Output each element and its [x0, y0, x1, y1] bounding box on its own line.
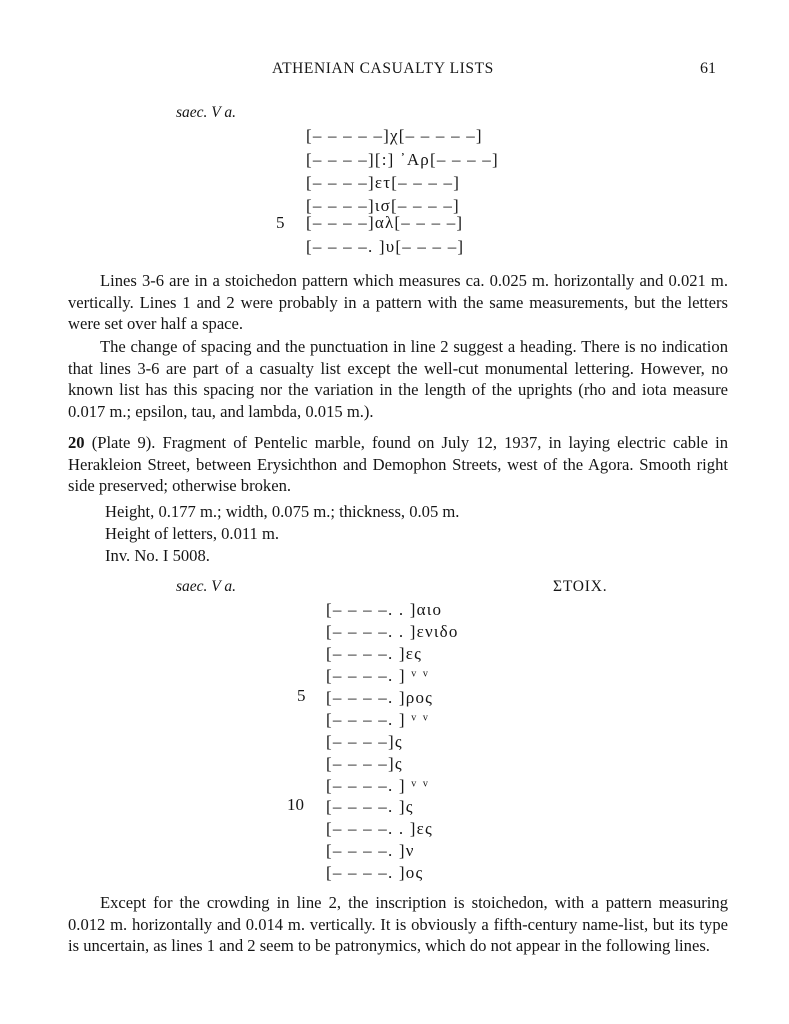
- page-number: 61: [700, 60, 716, 77]
- running-title: ATHENIAN CASUALTY LISTS: [272, 60, 494, 77]
- inscription-20-line-13: [– – – –. ]ος: [326, 863, 424, 882]
- stoichedon-label: ΣΤΟΙΧ.: [553, 578, 608, 595]
- entry-20-dimensions: Height, 0.177 m.; width, 0.075 m.; thickness, 0.05 m.: [105, 502, 460, 521]
- commentary-19-paragraph-1: Lines 3-6 are in a stoichedon pattern which measures ca. 0.025 m. horizontally and 0.021 m. vertically. Lines 1 and 2 were probably in a pattern with the same measurements, but the letters were set over half a space.: [68, 271, 728, 334]
- inscription-20-line-2: [– – – –. . ]ενιδο: [326, 622, 459, 641]
- inscription-19-line-1: [– – – – –]χ[– – – – –]: [306, 126, 483, 145]
- inscription-20-line-12: [– – – –. ]ν: [326, 841, 415, 860]
- entry-20-inventory: Inv. No. I 5008.: [105, 546, 210, 565]
- line-number-10: 10: [287, 795, 304, 814]
- line-number-5: 5: [276, 213, 285, 232]
- inscription-20-line-1: [– – – –. . ]αιο: [326, 600, 443, 619]
- inscription-20-line-5: [– – – –. ]ρος: [326, 688, 434, 707]
- inscription-20-line-6: [– – – –. ] ᵛ ᵛ: [326, 710, 430, 729]
- date-label-20: saec. V a.: [176, 578, 236, 595]
- line-number-5: 5: [297, 686, 306, 705]
- inscription-19-line-5: [– – – –]αλ[– – – –]: [306, 213, 464, 232]
- inscription-20-line-9: [– – – –. ] ᵛ ᵛ: [326, 776, 430, 795]
- inscription-20-line-3: [– – – –. ]ες: [326, 644, 423, 663]
- date-label-19: saec. V a.: [176, 104, 236, 121]
- entry-number: 20: [68, 433, 85, 452]
- inscription-20-line-4: [– – – –. ] ᵛ ᵛ: [326, 666, 430, 685]
- inscription-19-line-4: [– – – –]ισ[– – – –]: [306, 196, 460, 215]
- inscription-20-line-8: [– – – –]ς: [326, 754, 403, 773]
- inscription-20-line-7: [– – – –]ς: [326, 732, 403, 751]
- inscription-19-line-6: [– – – –. ]υ[– – – –]: [306, 237, 465, 256]
- commentary-20-paragraph-1: Except for the crowding in line 2, the inscription is stoichedon, with a pattern measuring 0.012 m. horizontally and 0.014 m. vertically. It is obviously a fifth-century name-list, but its type is uncertain, as lines 1 and 2 seem to be patronymics, which do not appear in the following lines.: [68, 893, 728, 956]
- entry-20-description: 20 (Plate 9). Fragment of Pentelic marble, found on July 12, 1937, in laying electric cable in Herakleion Street, between Erysichthon and Demophon Streets, west of the Agora. Smooth right side preserved; otherwise broken.: [68, 433, 728, 496]
- inscription-20-line-11: [– – – –. . ]ες: [326, 819, 433, 838]
- inscription-19-line-2: [– – – –][:] ᾽Αρ[– – – –]: [306, 150, 499, 169]
- inscription-20-line-10: [– – – –. ]ς: [326, 797, 414, 816]
- commentary-19-paragraph-2: The change of spacing and the punctuation in line 2 suggest a heading. There is no indication that lines 3-6 are part of a casualty list except the well-cut monumental lettering. However, no known list has this spacing nor the variation in the length of the uprights (rho and iota measure 0.017 m.; epsilon, tau, and lambda, 0.015 m.).: [68, 337, 728, 421]
- entry-20-letter-height: Height of letters, 0.011 m.: [105, 524, 280, 543]
- inscription-19-line-3: [– – – –]ετ[– – – –]: [306, 173, 461, 192]
